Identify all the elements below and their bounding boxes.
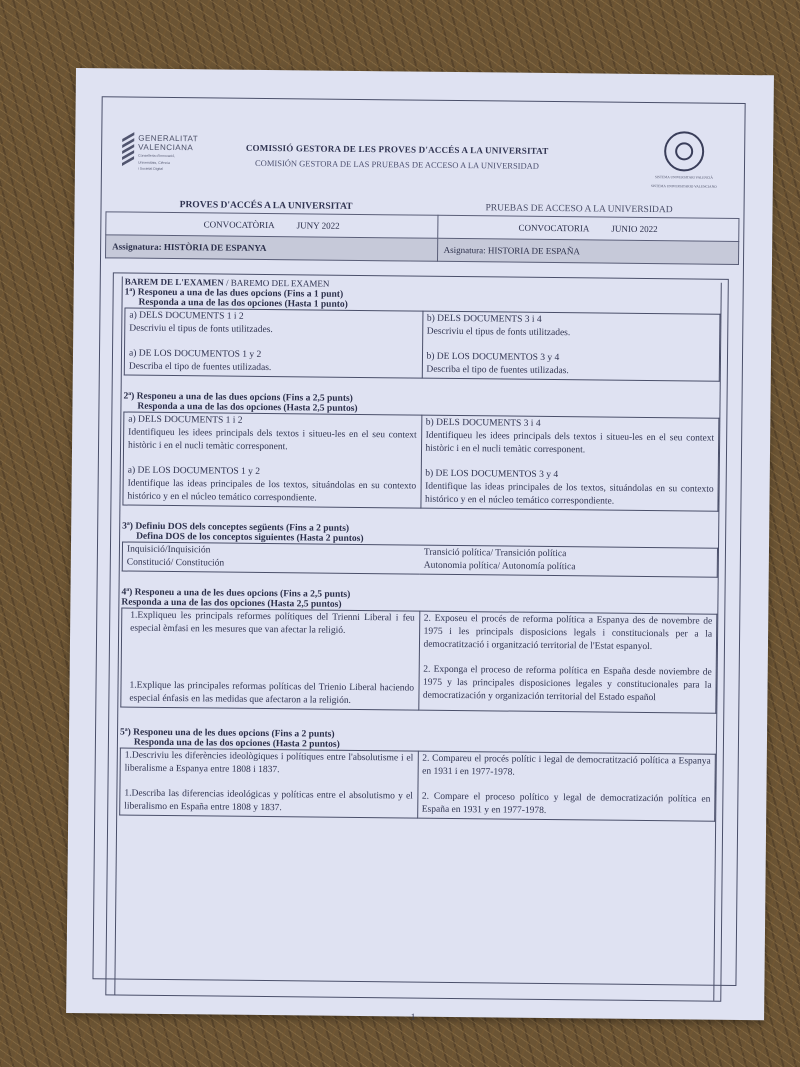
siuv-line1: SISTEMA UNIVERSITARI VALENCIÀ xyxy=(654,175,713,180)
option-title: b) DELS DOCUMENTS 3 i 4 xyxy=(426,313,542,325)
convocatoria-table xyxy=(105,211,739,265)
option-text: Identifique las ideas principales de los textos, situándolas en su contexto histórico y en el núcleo temático correspondiente. xyxy=(424,481,714,507)
question-options-table xyxy=(119,747,716,821)
question-4 xyxy=(120,588,717,714)
subject-es: Asignatura: HISTORIA DE ESPAÑA xyxy=(437,238,739,264)
option-title: a) DELS DOCUMENTS 1 i 2 xyxy=(129,310,244,322)
barem-section xyxy=(105,272,729,1022)
question-options-table xyxy=(120,608,717,714)
option-text: Identifique las ideas principales de los textos, situándolas en su contexto histórico y en el núcleo temático correspondiente. xyxy=(127,478,417,504)
question-heading-ca: 4ª) Responeu a una de les dues opcions (Fins a 2,5 punts) xyxy=(121,587,351,600)
option-2 xyxy=(417,751,715,821)
option-text: Descriviu el tipus de fonts utilitzades. xyxy=(426,326,571,339)
generalitat-logo-block xyxy=(122,133,198,171)
question-heading-ca: 2ª) Responeu a una de las dues opcions (Fins a 2,5 punts) xyxy=(123,391,353,404)
question-heading-es: Responda una de las dos opciones (Hasta 2 puntos) xyxy=(133,737,340,750)
convocatoria-es-value: JUNIO 2022 xyxy=(611,223,658,235)
logo-name-line2: VALENCIANA xyxy=(138,142,194,153)
option-text: 2. Exposeu el procés de reforma política a Espanya des de novembre de 1975 i les principals disposicions legals i constitucionals per a la democratització i organització territorial de l'Estat espanyol. xyxy=(423,613,713,653)
convocatoria-ca-label: CONVOCATÒRIA xyxy=(203,219,275,231)
question-heading-ca: 3ª) Definiu DOS dels conceptes següents (Fins a 2 punts) xyxy=(122,521,350,534)
option-text: 2. Compareu el procés polític i legal de democratització política a Espanya en 1931 i en 1977-1978. xyxy=(422,753,711,778)
option-title: a) DE LOS DOCUMENTOS 1 y 2 xyxy=(128,348,262,360)
option-title: b) DE LOS DOCUMENTOS 3 y 4 xyxy=(425,468,559,481)
option-text: 1.Expliqueu les principals reformes polítiques del Trienni Liberal i feu especial èmfasi en les mesures que van afectar la religió. xyxy=(130,610,415,636)
option-1 xyxy=(121,608,420,710)
concepts-right xyxy=(420,545,718,577)
page-frame xyxy=(92,96,745,1022)
subject-ca: Assignatura: HISTÒRIA DE ESPANYA xyxy=(106,235,438,261)
commission-title-ca: COMISSIÓ GESTORA DE LES PROVES D'ACCÉS A LA UNIVERSITAT xyxy=(245,142,549,156)
option-title: b) DELS DOCUMENTS 3 i 4 xyxy=(425,417,541,429)
logo-sub-line: i Societat Digital xyxy=(137,166,164,171)
exam-title-ca: PROVES D'ACCÉS A LA UNIVERSITAT xyxy=(179,200,353,212)
barem-title-es: / BAREMO DEL EXAMEN xyxy=(223,277,330,289)
concept-item: Inquisició/Inquisición xyxy=(126,544,211,556)
option-text: Descriviu el tipus de fonts utilitzades. xyxy=(129,323,273,336)
option-b xyxy=(420,415,718,511)
convocatoria-ca-value: JUNY 2022 xyxy=(296,220,340,231)
option-text: 1.Explique las principales reformas políticas del Trienio Liberal haciendo especial énfasis en las medidas que afectaron a la religión. xyxy=(129,680,415,706)
question-heading-es: Responda a una de las dos opciones (Hasta 1 punto) xyxy=(138,297,348,310)
option-b xyxy=(422,311,720,381)
question-2 xyxy=(122,392,719,512)
logo-name-line1: GENERALITAT xyxy=(138,133,199,144)
option-text: Identifiqueu les idees principals dels textos i situeu-les en el seu context històric i en el nucli temàtic corresponent. xyxy=(127,427,417,453)
logo-sub-line: Universitats, Ciència xyxy=(137,160,170,165)
option-title: a) DELS DOCUMENTS 1 i 2 xyxy=(128,414,243,426)
concepts-left xyxy=(122,542,420,574)
question-heading-es: Defina DOS de los conceptos siguientes (Hasta 2 puntos) xyxy=(136,531,364,545)
option-2 xyxy=(418,611,717,713)
concept-item: Constitució/ Constitución xyxy=(126,557,225,569)
concept-item: Transició política/ Transición política xyxy=(423,547,567,560)
question-1 xyxy=(124,288,721,382)
option-text: Identifiqueu les idees principals dels textos i situeu-les en el seu context històric i en el nucli temàtic corresponent. xyxy=(425,430,715,456)
option-1 xyxy=(120,748,418,818)
logo-sub-line: Conselleria d'Innovació, xyxy=(138,153,176,159)
exam-paper xyxy=(66,68,774,1020)
question-heading-ca: 1ª) Responeu a una de las dues opcions (Fins a 1 punt) xyxy=(124,287,344,300)
commission-title xyxy=(227,143,567,172)
barem-title-ca: BAREM DE L'EXAMEN xyxy=(124,276,224,288)
page-number: 1 xyxy=(410,1011,416,1022)
option-title: b) DE LOS DOCUMENTOS 3 y 4 xyxy=(426,351,560,364)
option-text: Describa el tipo de fuentes utilizadas. xyxy=(426,364,569,377)
siuv-logo-block xyxy=(636,131,733,189)
exam-title-es: PRUEBAS DE ACCESO A LA UNIVERSIDAD xyxy=(485,203,673,216)
option-text: Describa el tipo de fuentes utilizadas. xyxy=(128,361,272,374)
question-5 xyxy=(119,727,716,821)
concepts-table xyxy=(122,542,718,578)
option-title: a) DE LOS DOCUMENTOS 1 y 2 xyxy=(127,465,261,477)
question-3 xyxy=(122,522,718,578)
option-text: 2. Exponga el proceso de reforma política en España desde noviembre de 1975 y las principales disposiciones legales y constitucionales para la democratización y organización territorial del Estado español xyxy=(422,664,712,704)
question-options-table xyxy=(124,308,721,382)
question-heading-es: Responda a una de las dos opciones (Hasta 2,5 puntos) xyxy=(121,597,342,610)
question-heading-es: Responda a una de las dos opciones (Hasta 2,5 puntos) xyxy=(137,401,358,414)
option-text: 1.Describa las diferencias ideológicas y políticas entre el absolutismo y el liberalismo en España entre 1808 y 1837. xyxy=(124,788,413,814)
option-text: 1.Descriviu les diferències ideològiques i polítiques entre l'absolutisme i el liberalisme a Espanya entre 1808 i 1837. xyxy=(124,750,414,776)
question-heading-ca: 5ª) Responeu una de les dues opcions (Fins a 2 punts) xyxy=(119,727,335,740)
option-text: 2. Compare el proceso político y legal de democratización política en España en 1931 y en 1977-1978. xyxy=(421,791,711,816)
convocatoria-ca xyxy=(106,212,438,238)
concept-item: Autonomia política/ Autonomía política xyxy=(423,560,576,573)
question-options-table xyxy=(122,412,719,512)
page-header xyxy=(102,97,745,194)
commission-title-es: COMISIÓN GESTORA DE LAS PRUEBAS DE ACCESO A LA UNIVERSIDAD xyxy=(254,157,540,171)
convocatoria-es xyxy=(437,215,739,241)
siuv-logo-icon xyxy=(664,131,704,171)
generalitat-valenciana-logo-icon xyxy=(122,133,134,163)
siuv-line2: SISTEMA UNIVERSITARIO VALENCIANO xyxy=(650,183,717,189)
option-a xyxy=(124,308,422,378)
convocatoria-es-label: CONVOCATORIA xyxy=(518,222,589,234)
option-a xyxy=(123,412,421,508)
